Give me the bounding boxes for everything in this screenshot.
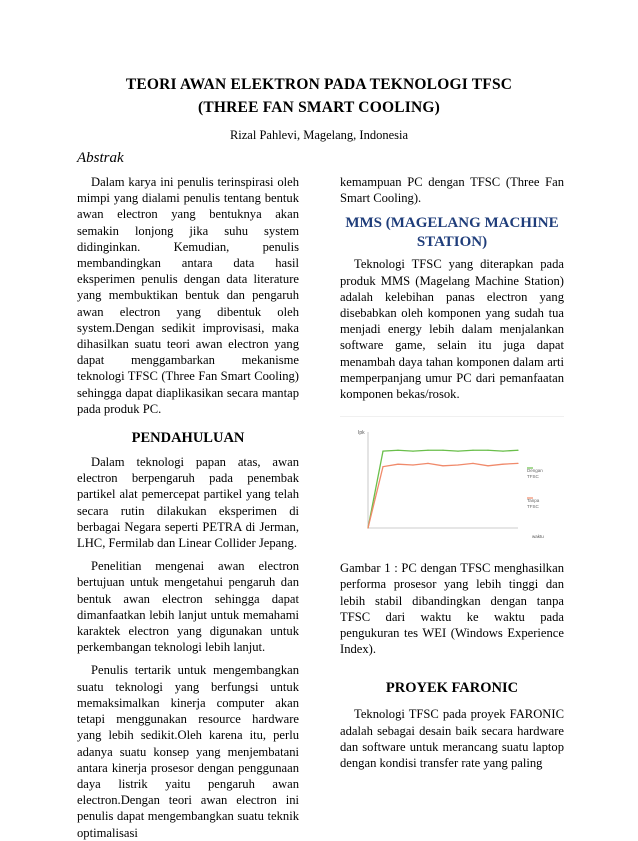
series-2-point	[397, 464, 398, 465]
legend-label-1: TFSC	[527, 474, 539, 480]
series-line-2	[368, 464, 518, 529]
section-heading-faronic: PROYEK FARONIC	[385, 680, 519, 697]
chart-series-group	[367, 450, 518, 529]
paper-subtitle: (THREE FAN SMART COOLING)	[198, 99, 440, 116]
legend-label-2: Tanpa	[527, 498, 540, 504]
series-2-point	[382, 466, 383, 467]
abstract-label: Abstrak	[77, 150, 124, 166]
faronic-paragraph: Teknologi TFSC pada proyek FARONIC adalah sebagai desain baik secara hardware dan software untuk merancang suatu laptop dengan kondisi transfer rate yang paling	[340, 707, 564, 771]
paper-title: TEORI AWAN ELEKTRON PADA TEKNOLOGI TFSC	[125, 76, 513, 93]
series-1-point	[502, 451, 503, 452]
section-heading-pendahuluan: PENDAHULUAN	[131, 430, 245, 447]
section-heading-mms-line2: STATION)	[416, 234, 488, 251]
x-axis-label: waktu	[532, 534, 544, 540]
chart-svg	[340, 416, 564, 546]
y-axis-label: Ipk	[358, 430, 365, 437]
pendahuluan-paragraph-3: Penulis tertarik untuk mengembangkan suatu teknologi yang berfungsi untuk memaksimalkan kinerja computer akan tetapi menggunakan resource hardware yang lebih sedikit.Oleh karena itu, perlu adanya suatu konsep yang menjembatani antara kinerja prosesor dengan penggunaan daya listrik yaitu pengaruh awan electron.Dengan teori awan electron ini penulis dapat mengembangkan suatu teknik optimalisasi	[77, 663, 299, 840]
series-2-point	[367, 528, 368, 529]
figure-1-caption: Gambar 1 : PC dengan TFSC menghasilkan performa prosesor yang lebih tinggi dan lebih stabil dibandingkan dengan tanpa TFSC dari waktu ke waktu pada pengukuran tes WEI (Windows Experience Index).	[340, 561, 564, 657]
mms-paragraph: Teknologi TFSC yang diterapkan pada produk MMS (Magelang Machine Station) adalah kelebihan panas electron yang disebabkan oleh komponen yang sudah tua menjadi energy lebih dalam menjalankan software game, selain itu juga dapat menambah daya tahan komponen dalam arti memperpanjang umur PC dari pemanfaatan komponen bekas/rosok.	[340, 257, 564, 402]
pendahuluan-paragraph-2: Penelitian mengenai awan electron bertujuan untuk mengetahui pengaruh dan bentuk awan electron sehingga dapat dimanfaatkan lebih lanjut untuk memahami karaktek electron yang digunakan untuk perkembangan teknologi lebih lanjut.	[77, 559, 299, 655]
series-1-point	[382, 451, 383, 452]
pendahuluan-paragraph-1: Dalam teknologi papan atas, awan electron berpengaruh pada penembak partikel alat pemercepat partikel yang telah secara rutin dilakukan eksperimen di berbagai Negara seperti PETRA di Jerman, LHC, Fermilab dan Linear Collider Jepang.	[77, 455, 299, 551]
series-1-point	[487, 450, 488, 451]
series-2-point	[427, 463, 428, 464]
series-2-point	[487, 465, 488, 466]
series-2-point	[412, 465, 413, 466]
section-heading-mms-line1: MMS (MAGELANG MACHINE	[345, 215, 559, 232]
series-1-point	[397, 450, 398, 451]
series-2-point	[517, 463, 518, 464]
abstract-text: Dalam karya ini penulis terinspirasi oleh mimpi yang dialami penulis tentang bentuk awan electron yang bentuknya akan semakin lonjong jika suhu system didinginkan. Kemudian, penulis membandingkan antara data hasil eksperimen penulis dengan data literature yang membuktikan bentuk dan pengaruh awan electron yang dibentuk oleh system.Dengan sedikit improvisasi, maka dihasilkan suatu teori awan electron yang dapat menggambarkan mekanisme teknologi TFSC (Three Fan Smart Cooling) sehingga dapat diaplikasikan secara mantap pada produk PC.	[77, 175, 299, 416]
series-1-point	[457, 451, 458, 452]
series-1-point	[427, 450, 428, 451]
series-1-point	[517, 450, 518, 451]
figure-1-chart	[340, 416, 564, 546]
legend-label-2: TFSC	[527, 504, 539, 510]
series-2-point	[457, 465, 458, 466]
pendahuluan-paragraph-3-continued: kemampuan PC dengan TFSC (Three Fan Smart Cooling).	[340, 175, 564, 206]
series-2-point	[442, 465, 443, 466]
series-2-point	[472, 463, 473, 464]
chart-legend	[527, 468, 543, 509]
legend-label-1: Dengan	[527, 468, 543, 474]
series-2-point	[502, 464, 503, 465]
series-1-point	[412, 451, 413, 452]
left-column	[77, 174, 299, 841]
series-line-1	[368, 451, 518, 529]
right-column	[340, 174, 564, 771]
author-line: Rizal Pahlevi, Magelang, Indonesia	[229, 128, 409, 142]
series-1-point	[442, 450, 443, 451]
series-1-point	[472, 450, 473, 451]
